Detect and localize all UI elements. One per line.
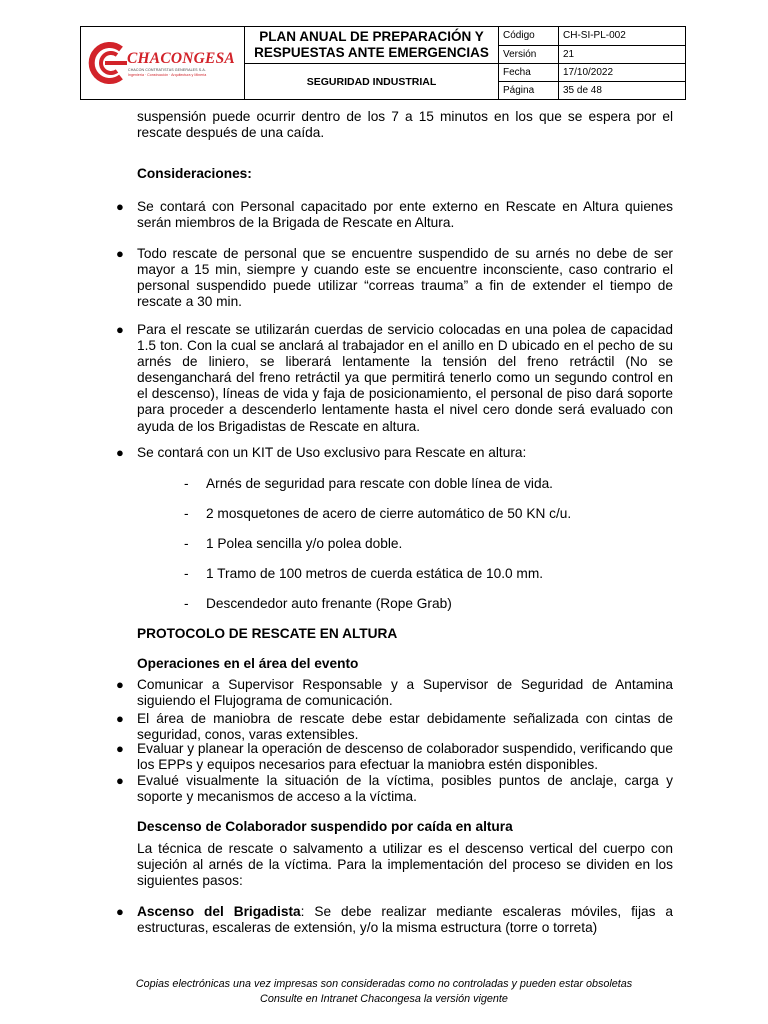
intro-paragraph: suspensión puede ocurrir dentro de los 7 a 15 minutos en los que se espera por el rescate después de una caída. xyxy=(137,109,673,141)
footer-note-1: Copias electrónicas una vez impresas son consideradas como no controladas y pueden estar obsoletas xyxy=(135,978,633,990)
company-logo xyxy=(85,33,241,93)
operation-item: El área de maniobra de rescate debe estar debidamente señalizada con cintas de seguridad, conos, varas extensibles. xyxy=(137,711,673,743)
bullet-icon: ● xyxy=(116,677,124,692)
meta-value-code: CH-SI-PL-002 xyxy=(559,27,686,46)
dash-marker: - xyxy=(184,566,189,581)
ascent-item xyxy=(137,904,673,936)
descent-paragraph: La técnica de rescate o salvamento a utilizar es el descenso vertical del cuerpo con sujeción al arnés de la víctima. Para la implementación del proceso se dividen en los siguientes pasos: xyxy=(137,841,673,889)
bullet-icon: ● xyxy=(116,773,124,788)
logo-mark-icon xyxy=(85,33,129,93)
kit-item: 1 Tramo de 100 metros de cuerda estática de 10.0 mm. xyxy=(206,566,544,581)
consideration-item: Para el rescate se utilizarán cuerdas de servicio colocadas en una polea de capacidad 1.5 ton. Con la cual se anclará al trabajador en el anillo en D ubicado en el pecho de su arnés de liniero, se liberará lentamente la tensión del freno retráctil (No se desenganchará del freno retráctil ya que permitirá tenerlo como un segundo control en el descenso), líneas de vida y faja de posicionamiento, el personal de piso dará soporte para proceder a descenderlo lentamente hasta el nivel cero donde será evaluado con ayuda de los Brigadistas de Rescate en altura. xyxy=(137,322,673,434)
descent-heading: Descenso de Colaborador suspendido por caída en altura xyxy=(137,819,513,834)
bullet-icon: ● xyxy=(116,904,124,919)
consideration-item: Se contará con Personal capacitado por ente externo en Rescate en Altura quienes serán miembros de la Brigada de Rescate en Altura. xyxy=(137,199,673,231)
ascent-text: : Se debe realizar mediante escaleras móviles, fijas a estructuras, escaleras de extensión, y/o la misma estructura (torre o torreta) xyxy=(137,904,673,936)
logo-tagline-2: Ingeniería · Construcción · Arquitectura y Minería xyxy=(128,73,207,77)
operation-item: Evaluar y planear la operación de descenso de colaborador suspendido, verificando que los EPPs y equipos necesarios para efectuar la maniobra estén disponibles. xyxy=(137,741,673,773)
meta-value-page: 35 de 48 xyxy=(559,82,686,100)
kit-item: 1 Polea sencilla y/o polea doble. xyxy=(206,536,403,551)
kit-item: 2 mosquetones de acero de cierre automático de 50 KN c/u. xyxy=(206,506,572,521)
operation-item: Comunicar a Supervisor Responsable y a Supervisor de Seguridad de Antamina siguiendo el Flujograma de comunicación. xyxy=(137,677,673,709)
dash-marker: - xyxy=(184,476,189,491)
protocol-heading: PROTOCOLO DE RESCATE EN ALTURA xyxy=(137,626,398,641)
meta-value-version: 21 xyxy=(559,45,686,64)
bullet-icon: ● xyxy=(116,199,124,214)
meta-label-version: Versión xyxy=(499,45,559,64)
bullet-icon: ● xyxy=(116,445,124,460)
bullet-icon: ● xyxy=(116,741,124,756)
operation-item: Evalué visualmente la situación de la víctima, posibles puntos de anclaje, carga y soporte y mecanismos de acceso a la víctima. xyxy=(137,773,673,805)
meta-label-page: Página xyxy=(499,82,559,100)
dash-marker: - xyxy=(184,506,189,521)
document-subtitle: SEGURIDAD INDUSTRIAL xyxy=(245,64,499,100)
meta-label-code: Código xyxy=(499,27,559,46)
logo-cell xyxy=(81,27,245,100)
logo-name: CHACONGESA xyxy=(127,50,235,67)
footer-note-2: Consulte en Intranet Chacongesa la versión vigente xyxy=(260,993,508,1005)
consideration-item: Todo rescate de personal que se encuentre suspendido de su arnés no debe de ser mayor a 15 min, siempre y cuando este se encuentre inconsciente, caso contrario el personal suspendido puede utilizar “correas trauma” a fin de extender el tiempo de rescate a 30 min. xyxy=(137,246,673,310)
logo-tagline: CHACON CONTRATISTAS GENERALES S.A. xyxy=(128,68,206,72)
meta-value-date: 17/10/2022 xyxy=(559,64,686,82)
consideration-item: Se contará con un KIT de Uso exclusivo para Rescate en altura: xyxy=(137,445,527,460)
kit-item: Descendedor auto frenante (Rope Grab) xyxy=(206,596,452,611)
document-title: PLAN ANUAL DE PREPARACIÓN Y RESPUESTAS ANTE EMERGENCIAS xyxy=(245,27,499,64)
operations-heading: Operaciones en el área del evento xyxy=(137,656,359,671)
bullet-icon: ● xyxy=(116,711,124,726)
considerations-heading: Consideraciones: xyxy=(137,166,252,181)
document-header xyxy=(80,26,686,100)
dash-marker: - xyxy=(184,536,189,551)
bullet-icon: ● xyxy=(116,246,124,261)
dash-marker: - xyxy=(184,596,189,611)
meta-label-date: Fecha xyxy=(499,64,559,82)
kit-item: Arnés de seguridad para rescate con doble línea de vida. xyxy=(206,476,553,491)
ascent-label: Ascenso del Brigadista xyxy=(137,904,301,919)
bullet-icon: ● xyxy=(116,322,124,337)
